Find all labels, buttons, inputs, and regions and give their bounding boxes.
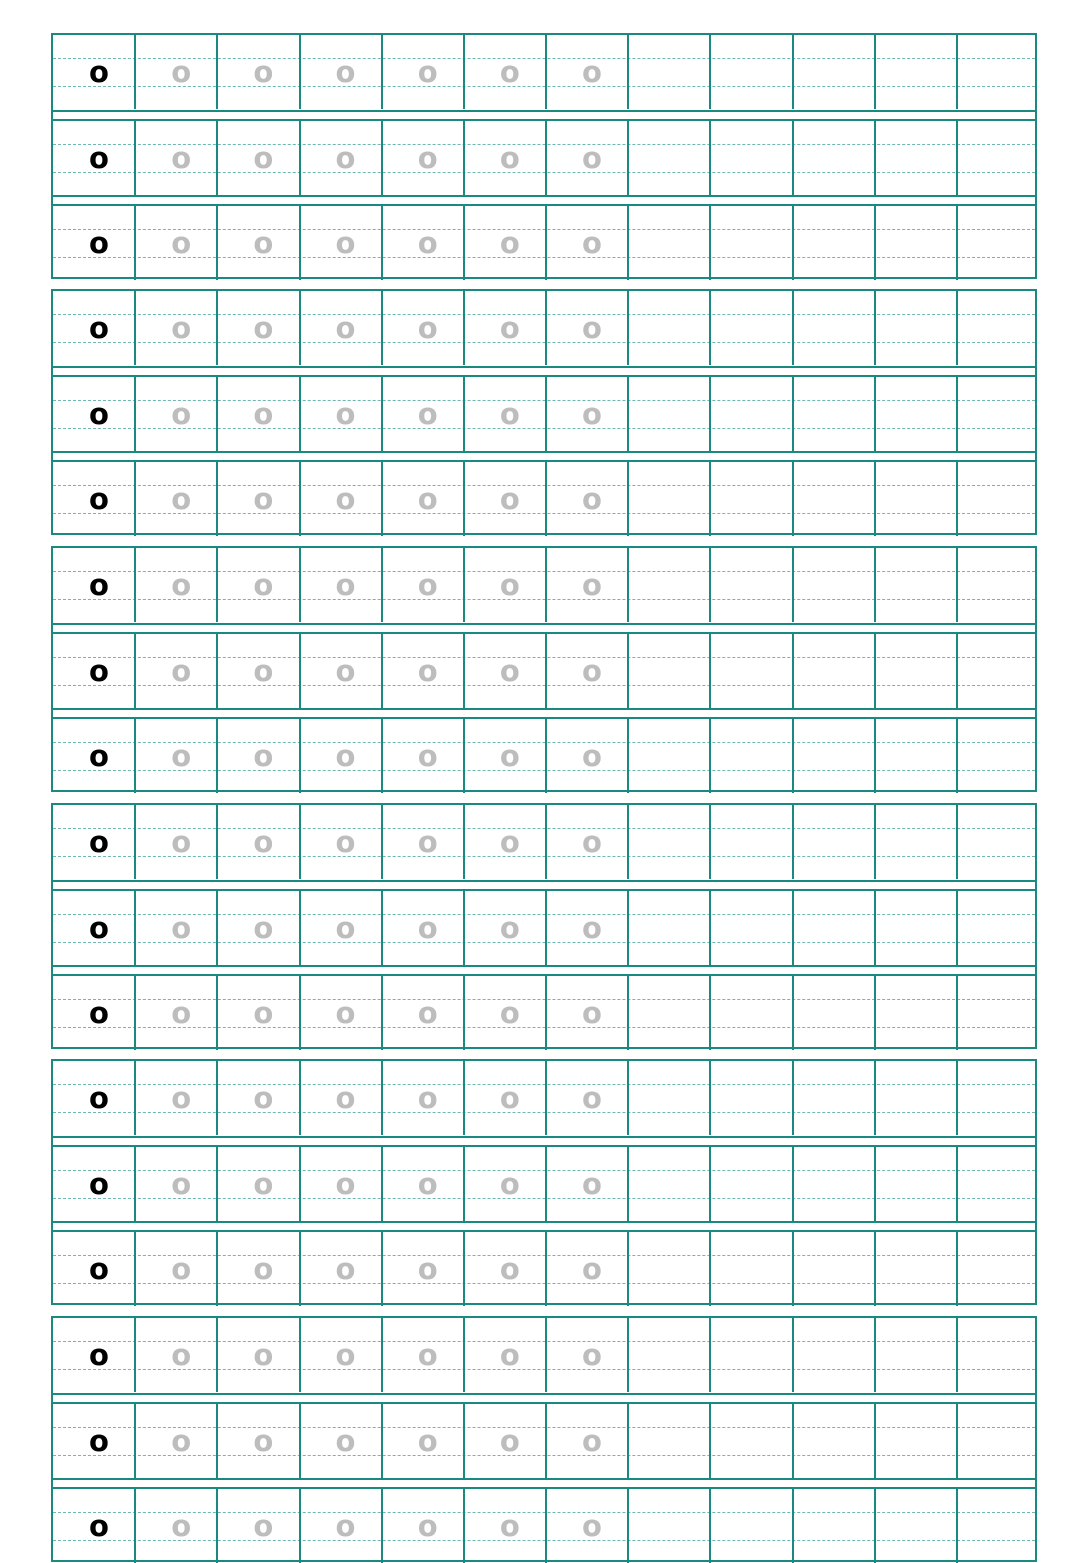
trace-letter: o xyxy=(171,396,192,431)
trace-letter: o xyxy=(499,568,520,602)
column-divider xyxy=(792,462,794,536)
trace-letter: o xyxy=(582,1166,602,1201)
trace-letter: o xyxy=(335,1252,356,1286)
column-divider xyxy=(874,206,876,280)
column-divider xyxy=(792,121,794,195)
column-divider xyxy=(874,121,876,195)
trace-letter: o xyxy=(335,396,356,431)
trace-letter: o xyxy=(417,396,438,431)
column-divider xyxy=(956,1404,958,1478)
column-divider xyxy=(792,548,794,622)
trace-letter: o xyxy=(253,482,274,516)
trace-letter: o xyxy=(499,739,520,773)
practice-row xyxy=(53,121,1035,195)
column-divider xyxy=(874,291,876,365)
column-divider xyxy=(709,1147,711,1221)
trace-letter: o xyxy=(171,739,192,773)
trace-letter: o xyxy=(335,910,356,945)
column-divider xyxy=(874,1147,876,1221)
column-divider xyxy=(709,35,711,109)
trace-letter: o xyxy=(417,140,438,175)
column-divider xyxy=(709,548,711,622)
model-letter: o xyxy=(89,1081,109,1115)
trace-letter: o xyxy=(335,55,356,89)
trace-letter: o xyxy=(582,1081,602,1115)
column-divider xyxy=(709,976,711,1050)
trace-letter: o xyxy=(335,739,356,773)
trace-letter: o xyxy=(499,1338,520,1372)
model-letter: o xyxy=(89,568,109,602)
column-divider xyxy=(956,291,958,365)
model-letter: o xyxy=(89,396,109,431)
trace-letter: o xyxy=(253,226,274,260)
trace-letter: o xyxy=(417,1423,438,1458)
trace-letter: o xyxy=(253,1338,274,1372)
model-letter: o xyxy=(89,1509,109,1543)
trace-letter: o xyxy=(253,739,274,773)
column-divider xyxy=(709,1061,711,1135)
column-divider xyxy=(956,35,958,109)
column-divider xyxy=(874,548,876,622)
practice-row xyxy=(53,35,1035,109)
column-divider xyxy=(792,291,794,365)
column-divider xyxy=(956,121,958,195)
row-separator xyxy=(53,451,1035,453)
row-separator xyxy=(53,1478,1035,1480)
row-separator xyxy=(53,880,1035,882)
column-divider xyxy=(874,377,876,451)
row-separator xyxy=(53,1136,1035,1138)
column-divider xyxy=(874,891,876,965)
trace-letter: o xyxy=(582,55,602,89)
trace-letter: o xyxy=(253,55,274,89)
trace-letter: o xyxy=(417,1338,438,1372)
trace-letter: o xyxy=(171,140,192,175)
trace-letter: o xyxy=(335,1166,356,1201)
row-separator xyxy=(53,366,1035,368)
column-divider xyxy=(956,548,958,622)
column-divider xyxy=(956,891,958,965)
trace-letter: o xyxy=(417,910,438,945)
practice-row xyxy=(53,1232,1035,1306)
trace-letter: o xyxy=(582,482,602,516)
trace-letter: o xyxy=(499,482,520,516)
row-separator xyxy=(53,965,1035,967)
trace-letter: o xyxy=(582,739,602,773)
column-divider xyxy=(956,1232,958,1306)
column-divider xyxy=(956,1318,958,1392)
trace-letter: o xyxy=(582,653,602,688)
trace-letter: o xyxy=(499,996,520,1030)
column-divider xyxy=(874,1232,876,1306)
trace-letter: o xyxy=(582,140,602,175)
column-divider xyxy=(956,462,958,536)
column-divider xyxy=(792,1318,794,1392)
trace-letter: o xyxy=(335,996,356,1030)
column-divider xyxy=(709,634,711,708)
row-separator xyxy=(53,708,1035,710)
trace-letter: o xyxy=(499,910,520,945)
trace-letter: o xyxy=(253,568,274,602)
trace-letter: o xyxy=(417,311,438,345)
model-letter: o xyxy=(89,996,109,1030)
trace-letter: o xyxy=(417,1509,438,1543)
practice-row xyxy=(53,805,1035,879)
trace-letter: o xyxy=(171,653,192,688)
trace-letter: o xyxy=(417,1081,438,1115)
column-divider xyxy=(709,1489,711,1563)
trace-letter: o xyxy=(582,226,602,260)
trace-letter: o xyxy=(582,311,602,345)
practice-row xyxy=(53,462,1035,536)
column-divider xyxy=(792,719,794,793)
model-letter: o xyxy=(89,1252,109,1286)
practice-row xyxy=(53,206,1035,280)
row-group xyxy=(51,289,1037,535)
row-separator xyxy=(53,110,1035,112)
trace-letter: o xyxy=(171,996,192,1030)
trace-letter: o xyxy=(253,653,274,688)
trace-letter: o xyxy=(253,825,274,859)
column-divider xyxy=(709,1232,711,1306)
column-divider xyxy=(956,1489,958,1563)
column-divider xyxy=(792,891,794,965)
trace-letter: o xyxy=(171,910,192,945)
trace-letter: o xyxy=(499,1423,520,1458)
row-group xyxy=(51,1059,1037,1305)
trace-letter: o xyxy=(582,1509,602,1543)
trace-letter: o xyxy=(171,1252,192,1286)
column-divider xyxy=(792,1232,794,1306)
column-divider xyxy=(874,805,876,879)
trace-letter: o xyxy=(582,396,602,431)
trace-letter: o xyxy=(253,140,274,175)
practice-row xyxy=(53,377,1035,451)
row-separator xyxy=(53,1221,1035,1223)
practice-row xyxy=(53,1147,1035,1221)
model-letter: o xyxy=(89,825,109,859)
column-divider xyxy=(956,377,958,451)
trace-letter: o xyxy=(171,1166,192,1201)
practice-row xyxy=(53,548,1035,622)
column-divider xyxy=(792,1061,794,1135)
trace-letter: o xyxy=(253,1252,274,1286)
row-group xyxy=(51,1316,1037,1562)
practice-row xyxy=(53,891,1035,965)
column-divider xyxy=(792,1147,794,1221)
trace-letter: o xyxy=(171,1081,192,1115)
practice-row xyxy=(53,719,1035,793)
column-divider xyxy=(709,206,711,280)
trace-letter: o xyxy=(253,396,274,431)
model-letter: o xyxy=(89,739,109,773)
trace-letter: o xyxy=(335,226,356,260)
column-divider xyxy=(874,976,876,1050)
trace-letter: o xyxy=(253,1509,274,1543)
practice-row xyxy=(53,1404,1035,1478)
trace-letter: o xyxy=(417,1252,438,1286)
column-divider xyxy=(709,719,711,793)
trace-letter: o xyxy=(335,568,356,602)
trace-letter: o xyxy=(499,1081,520,1115)
column-divider xyxy=(792,377,794,451)
model-letter: o xyxy=(89,482,109,516)
row-group xyxy=(51,546,1037,792)
column-divider xyxy=(956,1061,958,1135)
trace-letter: o xyxy=(417,482,438,516)
column-divider xyxy=(792,976,794,1050)
trace-letter: o xyxy=(417,1166,438,1201)
column-divider xyxy=(792,35,794,109)
trace-letter: o xyxy=(171,1423,192,1458)
practice-row xyxy=(53,634,1035,708)
trace-letter: o xyxy=(582,996,602,1030)
column-divider xyxy=(956,805,958,879)
row-separator xyxy=(53,1393,1035,1395)
model-letter: o xyxy=(89,140,109,175)
row-group xyxy=(51,33,1037,279)
trace-letter: o xyxy=(335,482,356,516)
trace-letter: o xyxy=(335,140,356,175)
model-letter: o xyxy=(89,1338,109,1372)
column-divider xyxy=(792,206,794,280)
column-divider xyxy=(874,35,876,109)
trace-letter: o xyxy=(335,311,356,345)
trace-letter: o xyxy=(417,226,438,260)
trace-letter: o xyxy=(582,568,602,602)
column-divider xyxy=(709,121,711,195)
trace-letter: o xyxy=(499,396,520,431)
trace-letter: o xyxy=(253,311,274,345)
trace-letter: o xyxy=(499,825,520,859)
trace-letter: o xyxy=(499,311,520,345)
practice-row xyxy=(53,291,1035,365)
model-letter: o xyxy=(89,1166,109,1201)
column-divider xyxy=(874,634,876,708)
column-divider xyxy=(792,634,794,708)
model-letter: o xyxy=(89,55,109,89)
column-divider xyxy=(874,1061,876,1135)
practice-row xyxy=(53,1489,1035,1563)
trace-letter: o xyxy=(253,1423,274,1458)
trace-letter: o xyxy=(171,568,192,602)
trace-letter: o xyxy=(499,1509,520,1543)
trace-letter: o xyxy=(171,311,192,345)
column-divider xyxy=(792,805,794,879)
trace-letter: o xyxy=(499,1252,520,1286)
trace-letter: o xyxy=(171,55,192,89)
model-letter: o xyxy=(89,226,109,260)
column-divider xyxy=(792,1404,794,1478)
row-separator xyxy=(53,623,1035,625)
trace-letter: o xyxy=(253,1166,274,1201)
column-divider xyxy=(956,976,958,1050)
column-divider xyxy=(874,1318,876,1392)
trace-letter: o xyxy=(171,482,192,516)
trace-letter: o xyxy=(499,1166,520,1201)
trace-letter: o xyxy=(335,653,356,688)
trace-letter: o xyxy=(253,910,274,945)
trace-letter: o xyxy=(582,825,602,859)
model-letter: o xyxy=(89,1423,109,1458)
trace-letter: o xyxy=(417,825,438,859)
trace-letter: o xyxy=(335,1509,356,1543)
trace-letter: o xyxy=(417,568,438,602)
column-divider xyxy=(874,719,876,793)
trace-letter: o xyxy=(582,910,602,945)
trace-letter: o xyxy=(171,1338,192,1372)
column-divider xyxy=(792,1489,794,1563)
practice-row xyxy=(53,1061,1035,1135)
trace-letter: o xyxy=(171,226,192,260)
column-divider xyxy=(874,462,876,536)
trace-letter: o xyxy=(582,1423,602,1458)
column-divider xyxy=(956,1147,958,1221)
trace-letter: o xyxy=(335,1081,356,1115)
trace-letter: o xyxy=(499,55,520,89)
column-divider xyxy=(874,1404,876,1478)
trace-letter: o xyxy=(171,1509,192,1543)
trace-letter: o xyxy=(417,739,438,773)
model-letter: o xyxy=(89,311,109,345)
trace-letter: o xyxy=(417,55,438,89)
model-letter: o xyxy=(89,653,109,688)
trace-letter: o xyxy=(582,1252,602,1286)
column-divider xyxy=(709,377,711,451)
practice-row xyxy=(53,1318,1035,1392)
trace-letter: o xyxy=(335,1338,356,1372)
trace-letter: o xyxy=(582,1338,602,1372)
trace-letter: o xyxy=(417,653,438,688)
column-divider xyxy=(709,891,711,965)
column-divider xyxy=(709,1318,711,1392)
model-letter: o xyxy=(89,910,109,945)
trace-letter: o xyxy=(499,226,520,260)
trace-letter: o xyxy=(499,653,520,688)
row-separator xyxy=(53,195,1035,197)
row-group xyxy=(51,803,1037,1049)
trace-letter: o xyxy=(253,1081,274,1115)
column-divider xyxy=(956,634,958,708)
column-divider xyxy=(956,719,958,793)
column-divider xyxy=(709,291,711,365)
column-divider xyxy=(709,1404,711,1478)
column-divider xyxy=(709,462,711,536)
column-divider xyxy=(956,206,958,280)
practice-row xyxy=(53,976,1035,1050)
column-divider xyxy=(709,805,711,879)
trace-letter: o xyxy=(499,140,520,175)
trace-letter: o xyxy=(171,825,192,859)
trace-letter: o xyxy=(335,825,356,859)
trace-letter: o xyxy=(335,1423,356,1458)
trace-letter: o xyxy=(253,996,274,1030)
column-divider xyxy=(874,1489,876,1563)
trace-letter: o xyxy=(417,996,438,1030)
